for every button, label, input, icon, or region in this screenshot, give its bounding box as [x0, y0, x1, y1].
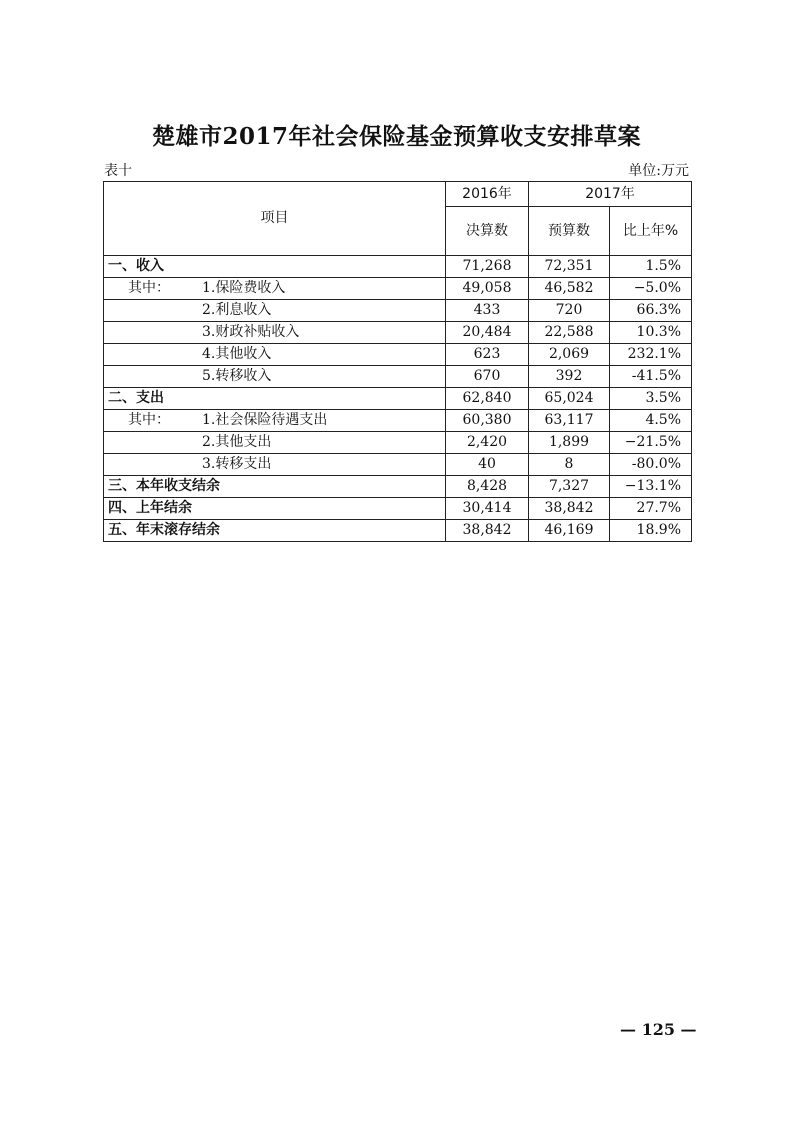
row-label: 2.其他支出 — [104, 432, 446, 454]
table-row — [104, 388, 692, 410]
table-row — [104, 476, 692, 498]
table-row — [104, 454, 692, 476]
cell-2016: 8,428 — [446, 476, 529, 498]
cell-2016: 433 — [446, 300, 529, 322]
row-label-cell — [104, 410, 446, 432]
cell-2016: 71,268 — [446, 256, 529, 278]
page-number: — 125 — — [620, 1020, 697, 1039]
table-row — [104, 300, 692, 322]
cell-2016: 38,842 — [446, 520, 529, 542]
cell-pct: 18.9% — [610, 520, 692, 542]
row-label: 5.转移收入 — [104, 366, 446, 388]
page-title: 楚雄市2017年社会保险基金预算收支安排草案 — [151, 123, 641, 150]
cell-pct: −21.5% — [610, 432, 692, 454]
table-row — [104, 322, 692, 344]
cell-2016: 670 — [446, 366, 529, 388]
cell-2017: 2,069 — [529, 344, 610, 366]
cell-pct: 4.5% — [610, 410, 692, 432]
row-label: 4.其他收入 — [104, 344, 446, 366]
cell-2017: 46,582 — [529, 278, 610, 300]
cell-2016: 60,380 — [446, 410, 529, 432]
cell-2016: 40 — [446, 454, 529, 476]
cell-2017: 38,842 — [529, 498, 610, 520]
table-row — [104, 410, 692, 432]
cell-pct: -80.0% — [610, 454, 692, 476]
table-label: 表十 — [104, 163, 132, 179]
cell-2016: 62,840 — [446, 388, 529, 410]
row-label: 3.转移支出 — [104, 454, 446, 476]
cell-2016: 2,420 — [446, 432, 529, 454]
row-label: 五、年末滚存结余 — [104, 520, 446, 542]
header-item: 项目 — [104, 182, 446, 256]
cell-pct: 232.1% — [610, 344, 692, 366]
cell-pct: 1.5% — [610, 256, 692, 278]
cell-pct: 27.7% — [610, 498, 692, 520]
table-row — [104, 498, 692, 520]
cell-2017: 720 — [529, 300, 610, 322]
unit-label: 单位:万元 — [628, 163, 689, 179]
budget-table — [103, 181, 692, 542]
row-label: 二、支出 — [104, 388, 446, 410]
table-row — [104, 432, 692, 454]
cell-2017: 1,899 — [529, 432, 610, 454]
cell-2016: 49,058 — [446, 278, 529, 300]
header-2017: 2017年 — [529, 182, 692, 207]
table-row — [104, 520, 692, 542]
row-label: 四、上年结余 — [104, 498, 446, 520]
cell-2016: 30,414 — [446, 498, 529, 520]
cell-2017: 63,117 — [529, 410, 610, 432]
header-2016: 2016年 — [446, 182, 529, 207]
row-label: 一、收入 — [104, 256, 446, 278]
cell-pct: 10.3% — [610, 322, 692, 344]
row-prefix: 其中： — [128, 412, 170, 428]
row-label: 2.利息收入 — [104, 300, 446, 322]
header-budget: 预算数 — [529, 207, 610, 256]
row-label: 三、本年收支结余 — [104, 476, 446, 498]
cell-2017: 7,327 — [529, 476, 610, 498]
cell-2017: 22,588 — [529, 322, 610, 344]
cell-2017: 392 — [529, 366, 610, 388]
cell-pct: -41.5% — [610, 366, 692, 388]
cell-2016: 623 — [446, 344, 529, 366]
header-row-top — [104, 182, 692, 207]
table-row — [104, 344, 692, 366]
table-row — [104, 366, 692, 388]
row-label: 1.社会保险待遇支出 — [202, 412, 328, 428]
cell-2017: 72,351 — [529, 256, 610, 278]
row-prefix: 其中： — [128, 280, 170, 296]
cell-pct: −13.1% — [610, 476, 692, 498]
cell-2017: 46,169 — [529, 520, 610, 542]
row-label: 3.财政补贴收入 — [104, 322, 446, 344]
header-final: 决算数 — [446, 207, 529, 256]
table-row — [104, 256, 692, 278]
row-label-cell — [104, 278, 446, 300]
cell-pct: −5.0% — [610, 278, 692, 300]
row-label: 1.保险费收入 — [202, 280, 286, 296]
cell-pct: 3.5% — [610, 388, 692, 410]
table-row — [104, 278, 692, 300]
cell-2016: 20,484 — [446, 322, 529, 344]
cell-2017: 65,024 — [529, 388, 610, 410]
cell-pct: 66.3% — [610, 300, 692, 322]
cell-2017: 8 — [529, 454, 610, 476]
header-ratio: 比上年% — [610, 207, 692, 256]
